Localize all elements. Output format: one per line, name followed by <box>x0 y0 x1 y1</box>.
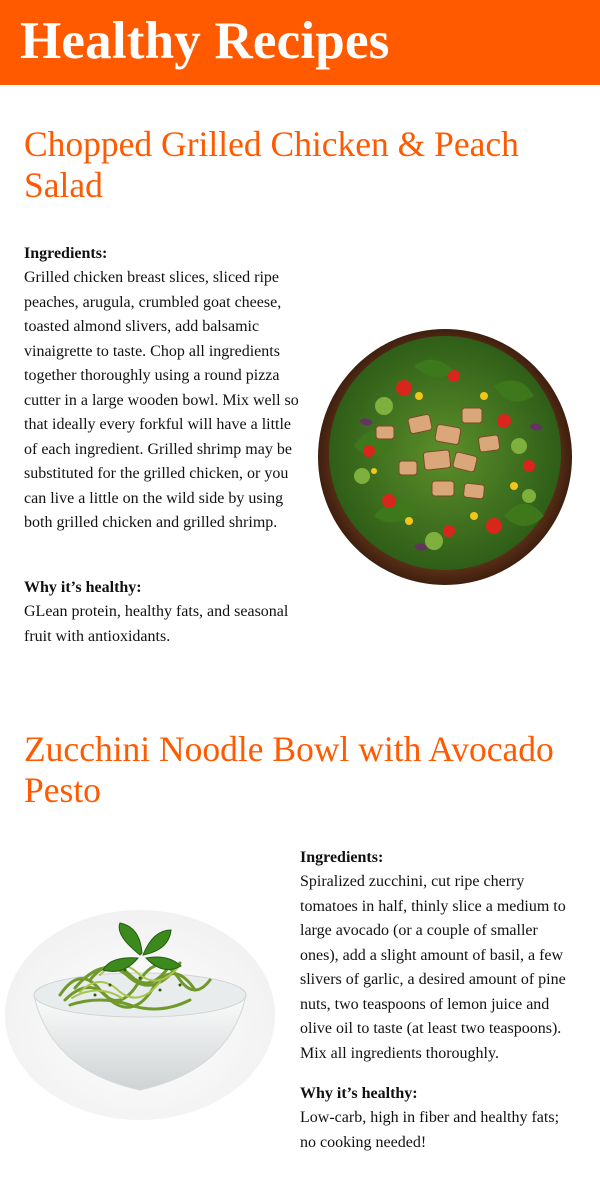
why-healthy-text: Low-carb, high in fiber and healthy fats; no cooking needed! <box>300 1109 560 1151</box>
ingredients-text: Spiralized zucchini, cut ripe cherry tomatoes in half, thinly slice a medium to large avocado (or a couple of smaller ones), add a slight amount of basil, a few slivers of garlic, a desired amount of pine nuts, two teaspoons of lemon juice and olive oil to taste (at least two teaspoons). Mix all ingredients thoroughly. <box>300 873 566 1062</box>
recipe-title-zucchini-bowl: Zucchini Noodle Bowl with Avocado Pesto <box>24 729 554 810</box>
ingredients-label: Ingredients: <box>300 849 384 866</box>
zucchini-noodle-bowl-image <box>0 900 280 1120</box>
page-title: Healthy Recipes <box>20 12 390 70</box>
why-healthy-label: Why it’s healthy: <box>300 1085 418 1102</box>
page-header <box>0 0 600 85</box>
ingredients-text: Grilled chicken breast slices, sliced ripe peaches, arugula, crumbled goat cheese, toasted almond slivers, add balsamic vinaigrette to taste. Chop all ingredients together thoroughly using a round pizza cutter in a large wooden bowl. Mix well so that ideally every forkful will have a little of each ingredient. Grilled shrimp may be substituted for the grilled chicken, or you can live a little on the wild side by using both grilled chicken and grilled shrimp. <box>24 269 299 531</box>
recipe-title-chicken-salad: Chopped Grilled Chicken & Peach Salad <box>24 124 519 205</box>
why-healthy-label: Why it’s healthy: <box>24 579 142 596</box>
why-healthy-text: GLean protein, healthy fats, and seasonal fruit with antioxidants. <box>24 603 289 645</box>
chicken-salad-bowl-image <box>314 326 576 588</box>
ingredients-label: Ingredients: <box>24 245 108 262</box>
